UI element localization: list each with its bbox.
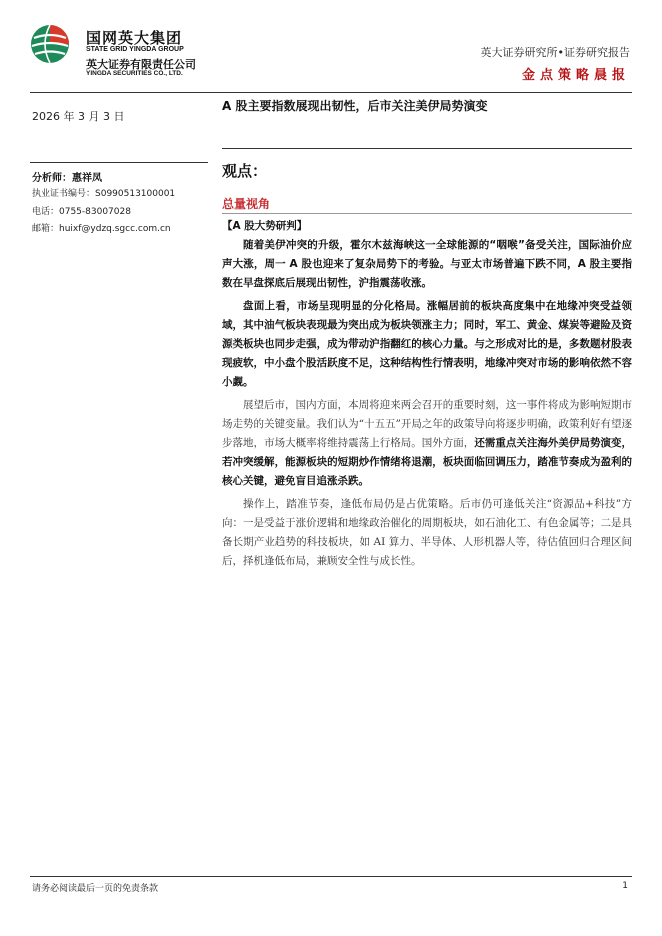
- section-subhead: 【A 股大势研判】: [222, 220, 308, 232]
- title-divider: [222, 148, 632, 149]
- page-number: 1: [622, 881, 628, 891]
- section-title: 总量视角: [222, 197, 271, 211]
- paragraph: [222, 495, 632, 571]
- section-divider: [222, 213, 632, 214]
- paragraph-text: 随着美伊冲突的升级，霍尔木兹海峡这一全球能源的“咽喉”备受关注，国际油价应声大涨，周一 A 股也迎来了复杂局势下的考验。与亚太市场普遍下跌不同，A 股主要指数在早盘探底后展现出韧性，沪指震荡收涨。: [222, 239, 632, 289]
- viewpoint-heading: 观点：: [222, 162, 268, 180]
- paragraph-text-bold: 还需重点关注海外美伊局势演变，若冲突缓解，能源板块的短期炒作情绪将退潮，板块面临回调压力，踏准节奏成为盈利的核心关键，避免盲目追涨杀跌。: [222, 437, 633, 487]
- left-column-divider: [30, 162, 208, 163]
- report-series-title: 金点策略晨报: [521, 68, 630, 83]
- analyst-email: 邮箱：huixf@ydzq.sgcc.com.cn: [32, 224, 171, 234]
- paragraph: [222, 236, 632, 293]
- paragraph-text: 盘面上看，市场呈现明显的分化格局。涨幅居前的板块高度集中在地缘冲突受益领域，其中油气板块表现最为突出成为板块领涨主力；同时，军工、黄金、煤炭等避险及资源类板块也同步走强，成为带动沪指翻红的核心力量。与之形成对比的是，多数题材股表现疲软，中小盘个股活跃度不足，这种结构性行情表明，地缘冲突对市场的影响依然不容小觑。: [222, 300, 632, 388]
- globe-logo-icon: [30, 24, 70, 64]
- report-title: A 股主要指数展现出韧性，后市关注美伊局势演变: [222, 99, 488, 113]
- paragraph: [222, 396, 632, 491]
- logo-group-cn: 国网英大集团: [86, 29, 183, 47]
- report-body: [222, 236, 632, 575]
- company-logo: [30, 24, 230, 80]
- paragraph: [222, 297, 632, 392]
- disclaimer-note: 请务必阅读最后一页的免责条款: [32, 884, 159, 894]
- logo-company-cn: 英大证券有限责任公司: [86, 58, 196, 71]
- header-divider: [30, 92, 632, 93]
- paragraph-text: 展望后市，国内方面，本周将迎来两会召开的重要时刻，这一事件将成为影响短期市场走势的关键变量。我们认为“十五五”开局之年的政策导向将逐步明确，政策利好有望逐步落地，市场大概率将维持震荡上行格局。国外方面，: [222, 399, 632, 449]
- footer-divider: [30, 876, 632, 877]
- report-date: 2026 年 3 月 3 日: [32, 110, 125, 123]
- analyst-name: 分析师：惠祥凤: [32, 173, 102, 184]
- analyst-phone: 电话：0755-83007028: [32, 207, 131, 217]
- logo-group-en: STATE GRID YINGDA GROUP: [86, 46, 184, 53]
- logo-company-en: YINGDA SECURITIES CO., LTD.: [86, 70, 183, 77]
- analyst-cert: 执业证书编号：S0990513100001: [32, 189, 176, 199]
- report-source: 英大证券研究所•证券研究报告: [480, 46, 630, 59]
- paragraph-text: 操作上，踏准节奏，逢低布局仍是占优策略。后市仍可逢低关注“资源品+科技”方向：一是受益于涨价逻辑和地缘政治催化的周期板块，如石油化工、有色金属等；二是具备长期产业趋势的科技板块，如 AI 算力、半导体、人形机器人等，待估值回归合理区间后，择机逢低布局，兼顾安全性与成长性。: [222, 498, 632, 567]
